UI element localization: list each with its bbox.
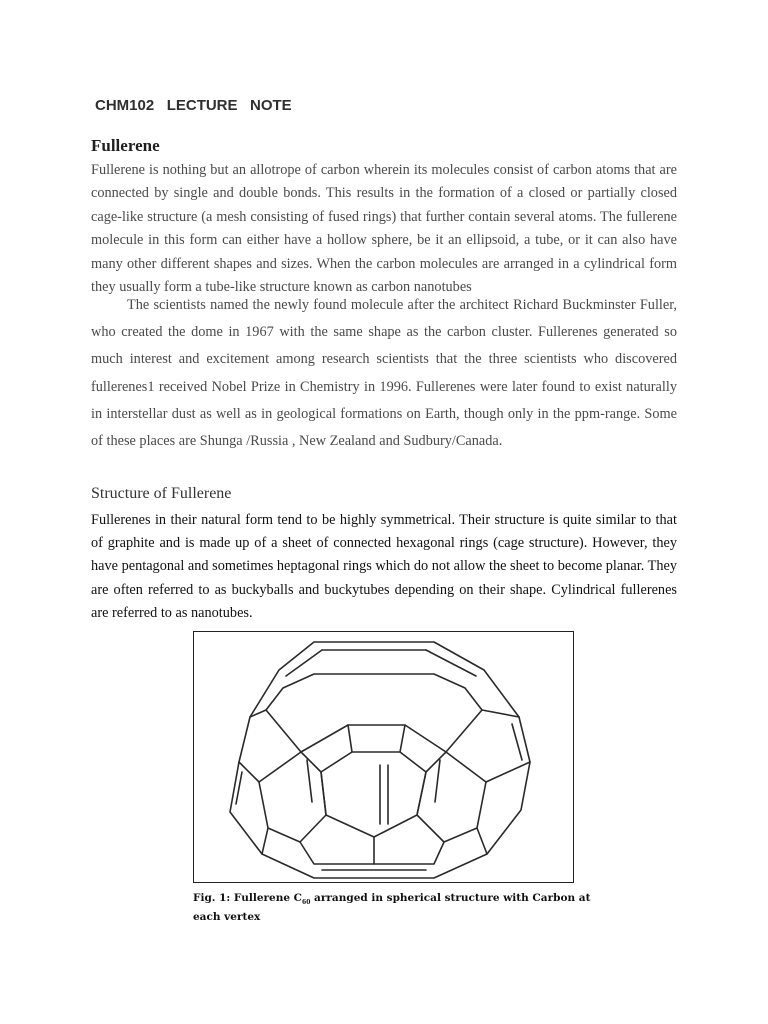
fullerene-diagram — [194, 632, 573, 882]
bond-line — [262, 828, 268, 854]
section-title-structure: Structure of Fullerene — [91, 485, 232, 502]
figure-frame — [193, 631, 574, 883]
caption-prefix: Fig. 1: Fullerene C — [193, 892, 303, 904]
bond-line — [300, 842, 444, 864]
bond-line — [512, 724, 522, 760]
left-hexagon — [259, 752, 326, 842]
bond-line — [307, 760, 312, 802]
paragraph-structure: Fullerenes in their natural form tend to be highly symmetrical. Their structure is quite similar to that of graphite and is made up of a sheet of connected hexagonal rings (cage structure). However, they have pentagonal and sometimes heptagonal rings which do not allow the sheet to become planar. They are often referred to as buckyballs and buckytubes depending on their shape. Cylindrical fullerenes are referred to as nanotubes. — [91, 512, 677, 621]
fullerene-outer-ring — [230, 642, 530, 878]
caption-suffix: arranged in spherical structure with Carbon at each vertex — [193, 892, 591, 924]
paragraph-fullerene-history: The scientists named the newly found molecule after the architect Richard Buckminster Fuller, who created the dome in 1967 with the same shape as the carbon cluster. Fullerenes generated so much interest and excitement among research scientists that the three scientists who discovered fullerenes1 received Nobel Prize in Chemistry in 1996. Fullerenes were later found to exist naturally in interstellar dust as well as in geological formations on Earth, though only in the ppm-range. Some of these places are Shunga /Russia , New Zealand and Sudbury/Canada. — [91, 297, 677, 450]
section-title-fullerene: Fullerene — [91, 136, 160, 155]
bond-line — [435, 760, 440, 802]
paragraph-fullerene-intro: Fullerene is nothing but an allotrope of carbon wherein its molecules consist of carbon atoms that are connected by single and double bonds. This results in the formation of a closed or partially closed cage-like structure (a mesh consisting of fused rings) that further contain several atoms. The fullerene molecule in this form can either have a hollow sphere, be it an ellipsoid, a tube, or it can also have many other different shapes and sizes. When the carbon molecules are arranged in a cylindrical form they usually form a tube-like structure known as carbon nanotubes — [91, 162, 677, 296]
fullerene-upper-ring — [266, 674, 482, 752]
bond-line — [348, 725, 352, 752]
right-hexagon — [417, 752, 486, 842]
bond-line — [286, 650, 322, 676]
bond-line — [477, 828, 487, 854]
bond-line — [400, 725, 405, 752]
bond-line — [486, 762, 530, 782]
central-hexagon — [321, 752, 426, 837]
caption-subscript: 60 — [302, 899, 311, 907]
bond-line — [426, 650, 476, 676]
bond-line — [482, 710, 519, 717]
figure-caption — [193, 891, 593, 925]
page-header: CHM102 LECTURE NOTE — [95, 97, 292, 114]
